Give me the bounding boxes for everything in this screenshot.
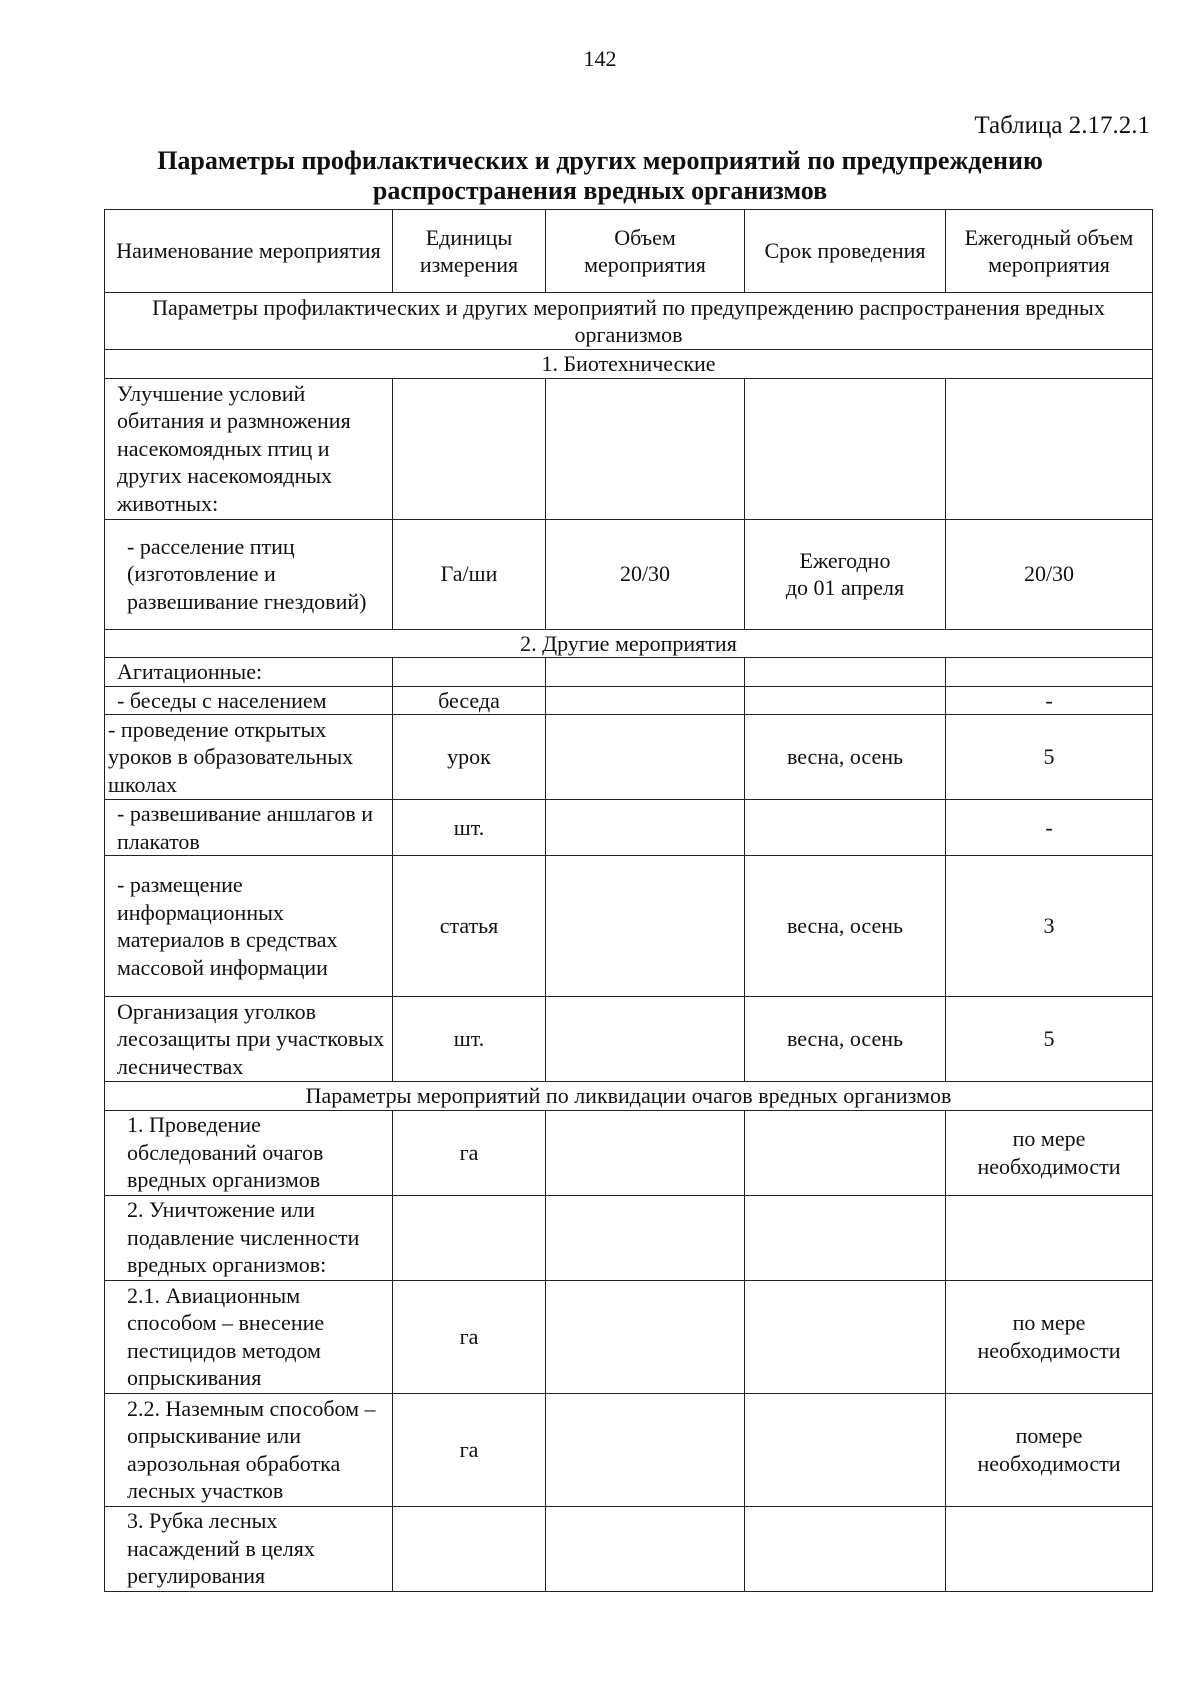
cell-term xyxy=(745,378,946,519)
cell-units: беседа xyxy=(393,686,546,715)
cell-annual: помере необходимости xyxy=(946,1393,1153,1506)
section-liquidation: Параметры мероприятий по ликвидации очагов вредных организмов xyxy=(105,1082,1153,1111)
cell-volume xyxy=(546,800,745,856)
cell-volume xyxy=(546,1280,745,1393)
section-row xyxy=(105,629,1153,658)
cell-term xyxy=(745,519,946,629)
cell-units: шт. xyxy=(393,800,546,856)
cell-term xyxy=(745,1280,946,1393)
table-label: Таблица 2.17.2.1 xyxy=(974,112,1150,139)
cell-annual: - xyxy=(946,800,1153,856)
cell-annual: 3 xyxy=(946,856,1153,997)
cell-annual xyxy=(946,658,1153,687)
cell-units: га xyxy=(393,1110,546,1195)
cell-units xyxy=(393,378,546,519)
cell-annual xyxy=(946,378,1153,519)
section-biotechnical: 1. Биотехнические xyxy=(105,350,1153,379)
cell-name: Агитационные: xyxy=(105,658,393,687)
cell-volume xyxy=(546,658,745,687)
cell-volume xyxy=(546,686,745,715)
header-units: Единицы измерения xyxy=(393,210,546,293)
cell-annual xyxy=(946,1506,1153,1591)
cell-annual: 5 xyxy=(946,715,1153,800)
table-row xyxy=(105,1393,1153,1506)
cell-volume xyxy=(546,1195,745,1280)
cell-name: - проведение открытых уроков в образовательных школах xyxy=(105,715,393,800)
cell-term: весна, осень xyxy=(745,997,946,1082)
table-row xyxy=(105,519,1153,629)
cell-name: 3. Рубка лесных насаждений в целях регулирования xyxy=(105,1506,393,1591)
cell-annual: 5 xyxy=(946,997,1153,1082)
table-row xyxy=(105,856,1153,997)
title-line-1: Параметры профилактических и других мероприятий по предупреждению xyxy=(157,146,1043,175)
cell-term: весна, осень xyxy=(745,715,946,800)
cell-annual: - xyxy=(946,686,1153,715)
section-row xyxy=(105,293,1153,350)
cell-units xyxy=(393,658,546,687)
cell-volume xyxy=(546,378,745,519)
cell-name: - размещение информационных материалов в средствах массовой информации xyxy=(105,856,393,997)
cell-name: 1. Проведение обследований очагов вредных организмов xyxy=(105,1110,393,1195)
cell-volume xyxy=(546,715,745,800)
cell-term xyxy=(745,1195,946,1280)
cell-term xyxy=(745,686,946,715)
cell-name: Организация уголков лесозащиты при участковых лесничествах xyxy=(105,997,393,1082)
page-number: 142 xyxy=(583,46,617,71)
cell-units: га xyxy=(393,1280,546,1393)
cell-units: га xyxy=(393,1393,546,1506)
cell-term: весна, осень xyxy=(745,856,946,997)
cell-volume: 20/30 xyxy=(546,519,745,629)
cell-units: статья xyxy=(393,856,546,997)
cell-name: 2.2. Наземным способом – опрыскивание или аэрозольная обработка лесных участков xyxy=(105,1393,393,1506)
cell-term xyxy=(745,1506,946,1591)
title-line-2: распространения вредных организмов xyxy=(372,176,828,205)
header-term: Срок проведения xyxy=(745,210,946,293)
table-row xyxy=(105,997,1153,1082)
table-row xyxy=(105,1110,1153,1195)
cell-volume xyxy=(546,1393,745,1506)
cell-units: урок xyxy=(393,715,546,800)
measures-table xyxy=(104,209,1153,1592)
table-row xyxy=(105,378,1153,519)
term-line-2: до 01 апреля xyxy=(785,575,905,600)
table-row xyxy=(105,1280,1153,1393)
cell-name: - расселение птиц (изготовление и развешивание гнездовий) xyxy=(105,519,393,629)
cell-name: 2.1. Авиационным способом – внесение пестицидов методом опрыскивания xyxy=(105,1280,393,1393)
cell-name: - беседы с населением xyxy=(105,686,393,715)
cell-volume xyxy=(546,1506,745,1591)
cell-annual: 20/30 xyxy=(946,519,1153,629)
header-annual: Ежегодный объем мероприятия xyxy=(946,210,1153,293)
cell-volume xyxy=(546,856,745,997)
table-row xyxy=(105,658,1153,687)
cell-term xyxy=(745,1393,946,1506)
cell-name: - развешивание аншлагов и плакатов xyxy=(105,800,393,856)
cell-term xyxy=(745,658,946,687)
cell-units xyxy=(393,1195,546,1280)
document-title xyxy=(80,146,1120,206)
table-row xyxy=(105,1506,1153,1591)
cell-annual: по мере необходимости xyxy=(946,1280,1153,1393)
section-row xyxy=(105,350,1153,379)
term-line-1: Ежегодно xyxy=(799,547,891,573)
section-prevention: Параметры профилактических и других мероприятий по предупреждению распространения вредных организмов xyxy=(105,293,1153,350)
cell-name: 2. Уничтожение или подавление численности вредных организмов: xyxy=(105,1195,393,1280)
section-row xyxy=(105,1082,1153,1111)
cell-units xyxy=(393,1506,546,1591)
cell-term xyxy=(745,800,946,856)
header-name: Наименование мероприятия xyxy=(105,210,393,293)
cell-name: Улучшение условий обитания и размножения насекомоядных птиц и других насекомоядных животных: xyxy=(105,378,393,519)
cell-volume xyxy=(546,997,745,1082)
table-row xyxy=(105,1195,1153,1280)
cell-volume xyxy=(546,1110,745,1195)
cell-term xyxy=(745,1110,946,1195)
table-row xyxy=(105,800,1153,856)
section-other: 2. Другие мероприятия xyxy=(105,629,1153,658)
table-row xyxy=(105,686,1153,715)
cell-annual: по мере необходимости xyxy=(946,1110,1153,1195)
cell-units: шт. xyxy=(393,997,546,1082)
header-row xyxy=(105,210,1153,293)
table-row xyxy=(105,715,1153,800)
header-volume: Объем мероприятия xyxy=(546,210,745,293)
cell-annual xyxy=(946,1195,1153,1280)
cell-units: Га/ши xyxy=(393,519,546,629)
